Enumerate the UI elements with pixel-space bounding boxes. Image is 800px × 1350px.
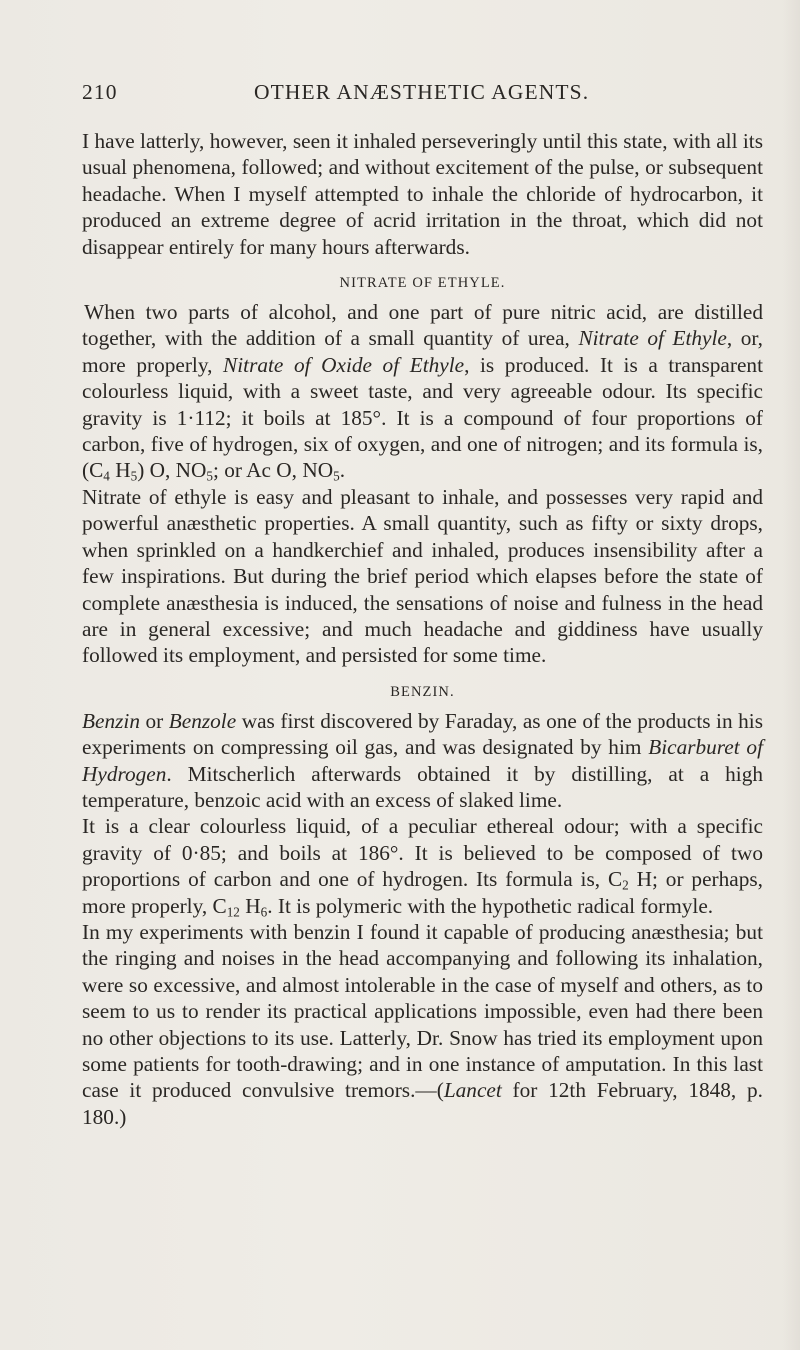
page-edge-shadow — [782, 0, 800, 1350]
page-number: 210 — [82, 80, 118, 104]
subscript: 5 — [206, 469, 214, 485]
text-run: , is produced. It is a transparent colourless liquid, with a sweet taste, and very agreeable odour. Its specific gravity is 1·112; it boils at 185°. It is a compound of four proportions of carbon, five of hydrogen, six of oxygen, and one of nitrogen; and its formula is, (C — [82, 352, 763, 483]
paragraph-nitrate-preparation — [82, 299, 763, 484]
subscript: 12 — [226, 904, 240, 920]
subscript: 2 — [622, 877, 629, 893]
italic-term: Bicarburet of Hydrogen — [82, 735, 763, 786]
text-run: . It is polymeric with the hypothetic radical formyle. — [267, 893, 714, 918]
italic-term: Benzin — [82, 708, 140, 733]
text-run: . Mitscherlich afterwards obtained it by distilling, at a high temperature, benzoic acid with an excess of slaked lime. — [82, 761, 763, 812]
subscript: 5 — [333, 469, 340, 485]
text-run: ) O, NO — [137, 458, 207, 483]
text-run: When two parts of alcohol, and one part of pure nitric acid, are distilled together, with the addition of a small quantity of urea, — [82, 300, 763, 351]
text-run: or — [139, 708, 169, 733]
text-run: It is a clear colourless liquid, of a peculiar ethereal odour; with a specific gravity of 0·85; and boils at 186°. It is believed to be composed of two proportions of carbon and one of hydrogen. Its formula is, C — [82, 814, 763, 892]
subscript: 6 — [260, 904, 268, 920]
text-run: ; or Ac O, NO — [213, 458, 334, 483]
paragraph-chloride: I have latterly, however, seen it inhaled perseveringly until this state, with all its usual phenomena, followed; and without excitement of the pulse, or subsequent headache. When I myself attempted to inhale the chloride of hydrocarbon, it produced an extreme degree of acrid irritation in the throat, which did not disappear entirely for many hours afterwards. — [82, 129, 763, 259]
italic-term: Lancet — [443, 1078, 502, 1103]
paragraph-benzin-experiments — [82, 919, 763, 1130]
italic-term: Benzole — [168, 708, 237, 733]
page-header — [82, 80, 762, 110]
text-run: . — [339, 458, 346, 483]
page-body — [82, 128, 763, 1130]
italic-term: Nitrate of Oxide of Ethyle — [223, 352, 465, 377]
heading-nitrate-of-ethyle: NITRATE OF ETHYLE. — [339, 275, 506, 292]
running-head: OTHER ANÆSTHETIC AGENTS. — [254, 80, 590, 104]
text-run: for 12th February, 1848, p. 180.) — [82, 1078, 763, 1129]
paragraph-benzin-properties — [82, 813, 763, 919]
text-run: , or, more properly, — [82, 326, 763, 377]
paragraph-nitrate-effects: Nitrate of ethyle is easy and pleasant to inhale, and possesses very rapid and powerful anæsthetic properties. A small quantity, such as fifty or sixty drops, when sprinkled on a handkerchief and inhaled, produces insensibility after a few inspirations. But during the brief period which elapses before the state of complete anæsthesia is induced, the sensations of noise and fulness in the head are in general excessive; and much headache and giddiness have usually followed its employment, and persisted for some time. — [82, 484, 763, 668]
subscript: 5 — [130, 469, 138, 485]
italic-term: Nitrate of Ethyle — [578, 326, 727, 351]
text-run: In my experiments with benzin I found it capable of producing anæsthesia; but the ringing and noises in the head accompanying and following its inhalation, were so excessive, and almost intolerable in the case of myself and others, as to seem to us to render its practical applications impossible, even had there been no other objections to its use. Latterly, Dr. Snow has tried its employment upon some patients for tooth-drawing; and in one instance of amputation. In this last case it produced convulsive tremors.—( — [82, 919, 763, 1103]
subscript: 4 — [103, 469, 110, 485]
text-run: H; or perhaps, more properly, C — [82, 867, 763, 918]
paragraph-benzin-discovery — [82, 708, 763, 814]
text-run: was first discovered by Faraday, as one of the products in his experiments on compressing oil gas, and was designated by him — [82, 708, 764, 760]
text-run: H — [109, 458, 131, 483]
text-run: H — [239, 893, 261, 918]
heading-benzin: BENZIN. — [390, 683, 455, 700]
